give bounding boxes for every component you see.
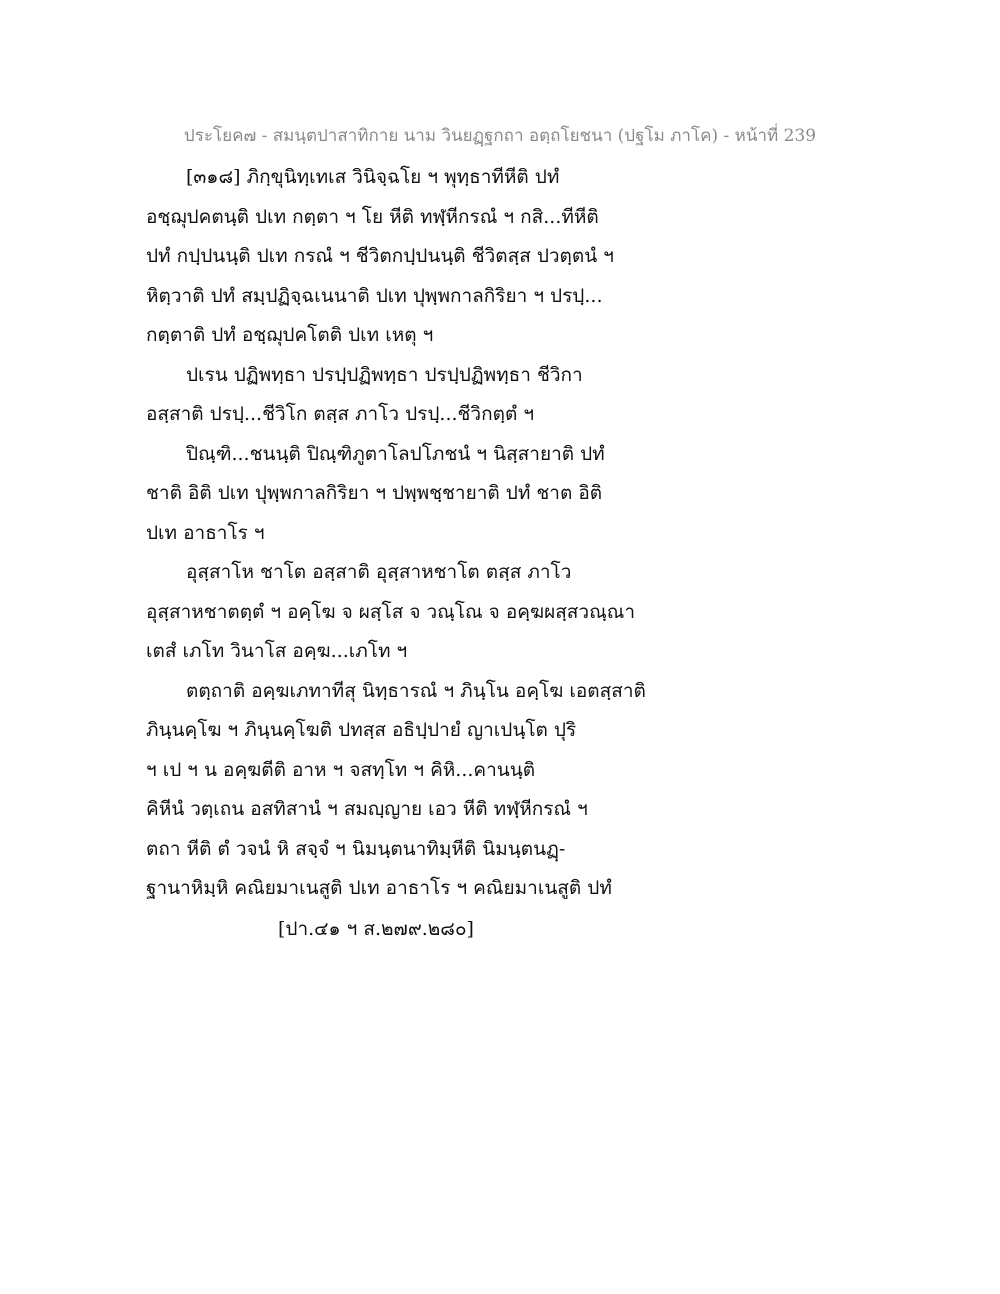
text-line: อสฺสาติ ปรปฺ...ชีวิโก ตสฺส ภาโว ปรปฺ...ชีวิกตฺตํ ฯ	[146, 403, 534, 425]
text-line: อชฺฌุปคตนฺติ ปเท กตฺตา ฯ โย หีติ ทฬฺหีกรณํ ฯ กสิ...ทีหีติ	[146, 205, 599, 228]
text-line: ชาติ อิติ ปเท ปุพฺพกาลกิริยา ฯ ปพฺพชฺชายาติ ปทํ ชาต อิติ	[146, 482, 603, 504]
text-line: อุสฺสาโห ชาโต อสฺสาติ อุสฺสาหชาโต ตสฺส ภาโว	[186, 561, 572, 583]
text-line: ภินฺนคฺโฆ ฯ ภินฺนคฺโฆติ ปทสฺส อธิปฺปายํ ญาเปนฺโต ปุริ	[146, 719, 577, 741]
text-line: หิตฺวาติ ปทํ สมฺปฏิจฺฉเนนาติ ปเท ปุพฺพกาลกิริยา ฯ ปรปฺ...	[146, 284, 603, 307]
text-line: ปเท อาธาโร ฯ	[146, 521, 265, 544]
text-line: ปทํ กปฺปนนฺติ ปเท กรณํ ฯ ชีวิตกปฺปนนฺติ ชีวิตสฺส ปวตฺตนํ ฯ	[146, 245, 614, 267]
text-line: ปิณฺฑิ...ชนนฺติ ปิณฺฑิภูตาโลปโภชนํ ฯ นิสฺสายาติ ปทํ	[186, 442, 605, 465]
text-line: ปเรน ปฏิพทฺธา ปรปฺปฏิพทฺธา ปรปฺปฏิพทฺธา ชีวิกา	[186, 363, 583, 386]
text-line: ฐานาหิมฺหิ คณิยมาเนสูติ ปเท อาธาโร ฯ คณิยมาเนสูติ ปทํ	[146, 877, 612, 899]
text-line: อุสฺสาหชาตตฺตํ ฯ อคฺโฆ จ ผสฺโส จ วณฺโณ จ อคฺฆผสฺสวณฺณา	[146, 600, 635, 623]
body-text	[146, 158, 866, 909]
text-line: ฯ เป ฯ น อคฺฆตีติ อาห ฯ จสทฺโท ฯ คิหิ...คานนฺติ	[146, 758, 536, 781]
text-line: ตถา หีติ ตํ วจนํ หิ สจฺจํ ฯ นิมนฺตนาทิมฺหีติ นิมนฺตนฏฺ-	[146, 837, 566, 860]
text-line: เตสํ เภโท วินาโส อคฺฆ...เภโท ฯ	[146, 640, 408, 662]
page-header: ประโยค๗ - สมนฺตปาสาทิกาย นาม วินยฏฺฐกถา อตฺถโยชนา (ปฐโม ภาโค) - หน้าที่ 239	[183, 126, 817, 146]
text-line: กตฺตาติ ปทํ อชฺฌุปคโตติ ปเท เหตุ ฯ	[146, 324, 434, 346]
text-line: คิหีนํ วตฺเถน อสทิสานํ ฯ สมญฺญาย เอว หีติ ทฬฺหีกรณํ ฯ	[146, 798, 588, 820]
text-line: ตตฺถาติ อคฺฆเภทาทีสุ นิทฺธารณํ ฯ ภินฺโน อคฺโฆ เอตสฺสาติ	[186, 679, 646, 702]
text-line: [๓๑๘] ภิกฺขุนิทฺเทเส วินิจฺฉโย ฯ พุทฺธาทีหีติ ปทํ	[186, 166, 560, 188]
page-reference: [ปา.๔๑ ฯ ส.๒๗๙.๒๘๐]	[278, 918, 474, 940]
